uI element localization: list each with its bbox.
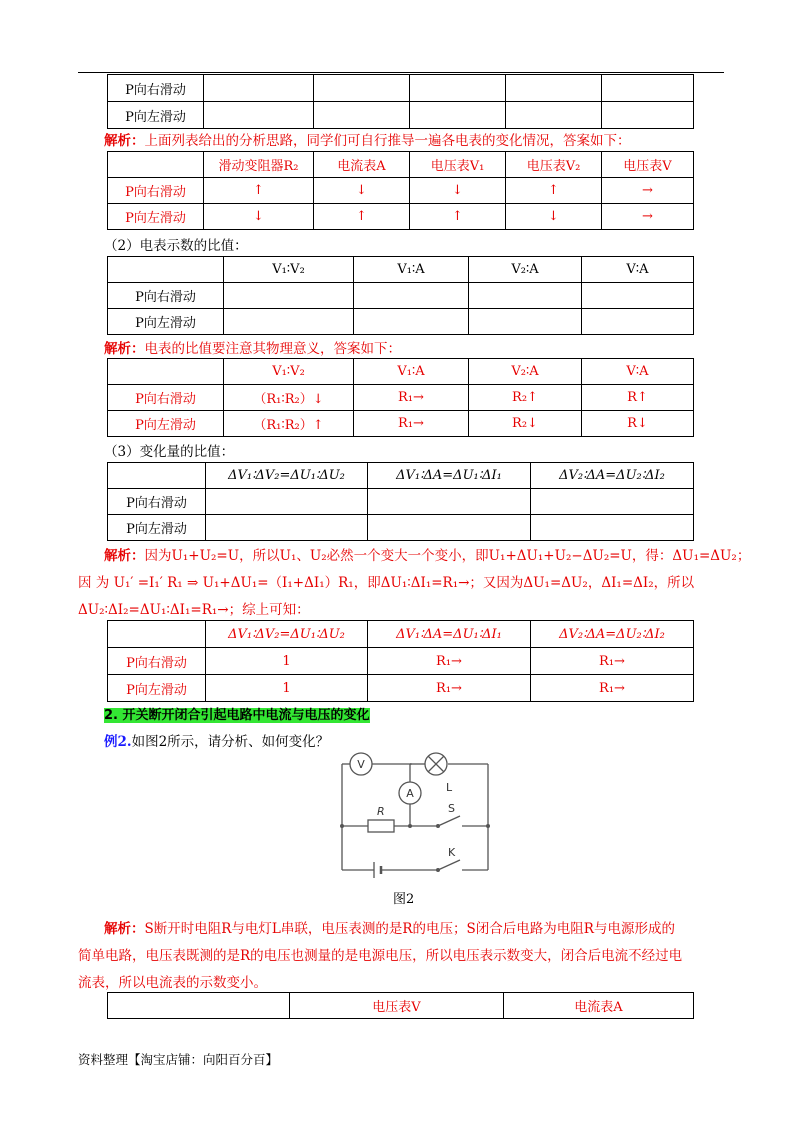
circuit-diagram [330, 748, 500, 888]
column-header: ΔV₁∶ΔV₂=ΔU₁∶ΔU₂ [206, 621, 368, 648]
table-switch [107, 992, 694, 1019]
table-header-row [108, 993, 694, 1019]
row-label: P向右滑动 [108, 489, 206, 515]
table-cell: ↓ [410, 178, 506, 204]
column-header: ΔV₂∶ΔA=ΔU₂∶ΔI₂ [531, 621, 694, 648]
table-cell [224, 283, 354, 309]
table-cell [206, 489, 368, 515]
table-cell: R₁→ [368, 648, 531, 675]
table-cell: R₂↑ [469, 385, 582, 411]
table-header-row [108, 152, 694, 178]
table-cell [206, 515, 368, 541]
analysis-label: 解析： [104, 921, 145, 937]
table-cell [410, 75, 506, 102]
table-cell [506, 75, 602, 102]
row-label: P向右滑动 [108, 75, 204, 102]
lamp-icon [425, 753, 447, 775]
column-header: ΔV₂∶ΔA=ΔU₂∶ΔI₂ [531, 463, 694, 489]
row-label: P向左滑动 [108, 515, 206, 541]
table-cell [354, 283, 469, 309]
table-cell: ↓ [314, 178, 410, 204]
column-header [108, 621, 206, 648]
row-label: P向左滑动 [108, 102, 204, 129]
column-header [108, 463, 206, 489]
column-header: ΔV₁∶ΔA=ΔU₁∶ΔI₁ [368, 463, 531, 489]
section-heading-2 [104, 704, 370, 723]
table-row [108, 489, 694, 515]
column-header: V∶A [582, 257, 694, 283]
row-label: P向左滑动 [108, 675, 206, 702]
table-ratio-blank [107, 256, 694, 335]
analysis-label: 解析： [104, 133, 145, 149]
analysis-label: 解析： [104, 548, 145, 564]
table-cell: 1 [206, 675, 368, 702]
table-cell [354, 309, 469, 335]
table-cell [368, 515, 531, 541]
figure-caption: 图2 [393, 892, 415, 907]
table-cell: ↑ [204, 178, 314, 204]
table-cell [469, 283, 582, 309]
section-2-title: （2）电表示数的比值： [104, 238, 248, 254]
table-row [108, 283, 694, 309]
column-header: ΔV₁∶ΔV₂=ΔU₁∶ΔU₂ [206, 463, 368, 489]
table-cell [469, 309, 582, 335]
table-header-row [108, 257, 694, 283]
table-cell: ↓ [204, 204, 314, 230]
analysis-text: 上面列表给出的分析思路，同学们可自行推导一遍各电表的变化情况，答案如下： [144, 133, 631, 149]
table-row [108, 411, 694, 437]
table-cell: R₁→ [368, 675, 531, 702]
resistor-label: R [377, 805, 385, 818]
table-cell: R↑ [582, 385, 694, 411]
column-header: V₂∶A [469, 359, 582, 385]
table-cell [531, 489, 694, 515]
row-label: P向右滑动 [108, 283, 224, 309]
table-delta-answers [107, 620, 694, 702]
table-cell [602, 75, 694, 102]
analysis-1 [104, 129, 631, 149]
column-header: V₂∶A [469, 257, 582, 283]
example-text: 如图2所示，请分析、如何变化？ [131, 734, 330, 750]
section-3-title: （3）变化量的比值： [104, 444, 235, 460]
column-header: 电压表V₂ [506, 152, 602, 178]
table-row [108, 75, 694, 102]
column-header: 电压表V [290, 993, 504, 1019]
row-label: P向左滑动 [108, 204, 204, 230]
column-header [108, 152, 204, 178]
column-header: 电流表A [314, 152, 410, 178]
analysis-3-line2: 因 为 U₁′ =I₁′ R₁ ⇒ U₁+ΔU₁=（I₁+ΔI₁）R₁，即ΔU₁∶ΔI₁=R₁→；又因为ΔU₁=ΔU₂，ΔI₁=ΔI₂，所以 [78, 575, 695, 591]
table-ratio-answers [107, 358, 694, 437]
table-row [108, 515, 694, 541]
table-delta-blank [107, 462, 694, 541]
lamp-label: L [446, 781, 453, 794]
column-header: ΔV₁∶ΔA=ΔU₁∶ΔI₁ [368, 621, 531, 648]
table-cell [368, 489, 531, 515]
table-cell [204, 102, 314, 129]
column-header: V₁∶V₂ [224, 257, 354, 283]
voltmeter-label: V [357, 758, 365, 771]
column-header: V∶A [582, 359, 694, 385]
analysis-3-line1 [104, 544, 750, 564]
table-cell: R₁→ [354, 385, 469, 411]
column-header: V₁∶A [354, 257, 469, 283]
row-label: P向右滑动 [108, 648, 206, 675]
table-row [108, 178, 694, 204]
table-cell [531, 515, 694, 541]
table-cell [602, 102, 694, 129]
table-cell [582, 283, 694, 309]
table-slide-answers [107, 151, 694, 230]
table-cell: R₂↓ [469, 411, 582, 437]
column-header: V₁∶A [354, 359, 469, 385]
column-header: V₁∶V₂ [224, 359, 354, 385]
table-cell [582, 309, 694, 335]
column-header: 电压表V₁ [410, 152, 506, 178]
analysis-2 [104, 337, 401, 357]
analysis-4-line1 [104, 917, 675, 937]
table-row [108, 309, 694, 335]
table-cell: 1 [206, 648, 368, 675]
table-cell: R₁→ [531, 675, 694, 702]
analysis-4-line3: 流表，所以电流表的示数变小。 [78, 975, 267, 991]
table-cell [314, 75, 410, 102]
row-label: P向左滑动 [108, 411, 224, 437]
table-cell: R₁→ [354, 411, 469, 437]
column-header: 电流表A [504, 993, 694, 1019]
table-cell: ↑ [410, 204, 506, 230]
row-label: P向右滑动 [108, 385, 224, 411]
table-row [108, 204, 694, 230]
table-row [108, 385, 694, 411]
table-cell: R↓ [582, 411, 694, 437]
column-header: 电压表V [602, 152, 694, 178]
analysis-4-line2: 简单电路，电压表既测的是R的电压也测量的是电源电压，所以电压表示数变大，闭合后电流不经过电 [78, 948, 683, 964]
header-rule [78, 72, 724, 73]
footer-note: 资料整理【淘宝店铺：向阳百分百】 [78, 1052, 279, 1067]
table-row [108, 675, 694, 702]
table-cell: （R₁∶R₂）↑ [224, 411, 354, 437]
table-cell [224, 309, 354, 335]
table-cell: （R₁∶R₂）↓ [224, 385, 354, 411]
column-header: 滑动变阻器R₂ [204, 152, 314, 178]
table-row [108, 102, 694, 129]
table-cell [204, 75, 314, 102]
heading-highlight: 2. 开关断开闭合引起电路中电流与电压的变化 [104, 708, 370, 723]
switch-s-label: S [448, 802, 455, 815]
column-header [108, 257, 224, 283]
analysis-text: S断开时电阻R与电灯L串联，电压表测的是R的电压；S闭合后电路为电阻R与电源形成的 [144, 921, 675, 937]
table-cell: ↑ [506, 178, 602, 204]
row-label: P向右滑动 [108, 178, 204, 204]
column-header [108, 993, 290, 1019]
table-header-row [108, 463, 694, 489]
table-cell [314, 102, 410, 129]
table-cell: → [602, 204, 694, 230]
table-header-row [108, 621, 694, 648]
example-label: 例2. [104, 734, 132, 750]
analysis-text: 电表的比值要注意其物理意义，答案如下： [144, 341, 401, 357]
table-cell: ↑ [314, 204, 410, 230]
table-cell [410, 102, 506, 129]
analysis-text: 因为U₁+U₂=U，所以U₁、U₂必然一个变大一个变小，即U₁+ΔU₁+U₂−ΔU₂=U，得：ΔU₁=ΔU₂； [144, 548, 751, 564]
table-header-row [108, 359, 694, 385]
table-blank-slide [107, 74, 694, 129]
switch-k-label: K [448, 846, 456, 859]
example-2 [104, 730, 329, 750]
analysis-label: 解析： [104, 341, 145, 357]
ammeter-icon [399, 782, 421, 804]
voltmeter-icon [350, 753, 372, 775]
analysis-3-line3: ΔU₂∶ΔI₂=ΔU₁∶ΔI₁=R₁→；综上可知： [78, 602, 310, 618]
table-cell: → [602, 178, 694, 204]
table-row [108, 648, 694, 675]
row-label: P向左滑动 [108, 309, 224, 335]
table-cell: R₁→ [531, 648, 694, 675]
table-cell: ↓ [506, 204, 602, 230]
table-cell [506, 102, 602, 129]
ammeter-label: A [406, 787, 414, 800]
column-header [108, 359, 224, 385]
